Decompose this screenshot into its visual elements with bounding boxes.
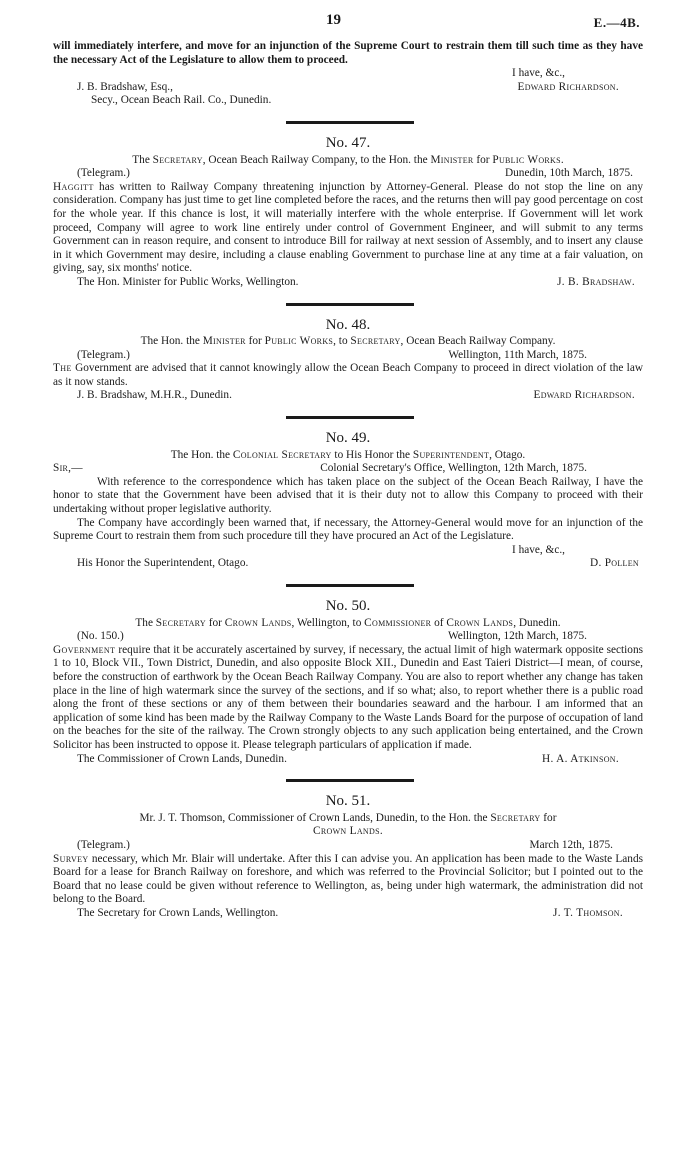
section-rule [286, 584, 414, 587]
letter-number: No. 49. [325, 430, 371, 447]
heading-text: , to [333, 335, 351, 348]
heading-text: The Hon. the [140, 335, 203, 348]
heading-smallcaps: Secretary [490, 811, 541, 824]
signature: Edward Richardson. [517, 80, 619, 93]
letter-50 [0, 600, 700, 766]
dateline-right: March 12th, 1875. [529, 838, 613, 851]
signature: D. Pollen [589, 557, 639, 570]
heading-smallcaps: Public Works [264, 335, 334, 348]
lead-word: Survey [53, 852, 89, 865]
addressee: The Secretary for Crown Lands, Wellington. [77, 906, 279, 919]
signoff-row [53, 81, 643, 95]
signature: Edward Richardson. [533, 389, 635, 402]
letter-body [53, 853, 643, 907]
paragraph-1: With reference to the correspondence which has taken place on the subject of the Ocean Beach Railway, I have the honor to state that the Government have been advised that it is their duty not to allow this Company to proceed with their undertaking without proper legislative authority. [53, 475, 643, 516]
lead-word: Government [53, 643, 116, 656]
dateline [53, 630, 643, 644]
section-rule [286, 121, 414, 124]
heading-text: The Hon. the [170, 448, 233, 461]
letter-48 [0, 316, 700, 404]
heading-text: , Wellington, to [291, 616, 365, 629]
page-header [0, 0, 700, 30]
letter-47 [0, 134, 700, 290]
heading-text: for [540, 811, 557, 824]
continuation-body: will immediately interfere, and move for an injunction of the Supreme Court to restrain them till such time as they have the necessary Act of the Legislature to allow them to proceed. [53, 40, 643, 66]
heading-text: for [245, 335, 265, 348]
heading-smallcaps: Secretary [350, 335, 401, 348]
salutation: Sir,— [53, 462, 83, 475]
body-text: Government are advised that it cannot knowingly allow the Ocean Beach Company to proceed in direct violation of the law as it now stands. [53, 362, 643, 388]
addressee: The Commissioner of Crown Lands, Dunedin. [77, 752, 287, 765]
letter-51 [0, 795, 700, 920]
letter-heading [53, 154, 643, 168]
heading-text: , Ocean Beach Railway Company. [400, 335, 556, 348]
dateline-left: (Telegram.) [77, 348, 130, 361]
dateline-right: Wellington, 11th March, 1875. [448, 348, 587, 361]
letter-46-continuation [0, 40, 700, 108]
heading-smallcaps: Crown Lands [446, 616, 514, 629]
heading-smallcaps: Secretary [152, 153, 203, 166]
signoff-row [53, 753, 643, 767]
page-number: 19 [326, 12, 341, 28]
letter-heading [53, 335, 643, 349]
dateline [53, 349, 643, 363]
letter-heading [53, 449, 643, 463]
dateline [53, 167, 643, 181]
heading-smallcaps: Secretary [155, 616, 206, 629]
letter-number: No. 50. [325, 598, 371, 614]
dateline [53, 839, 643, 853]
heading-smallcaps: Superintendent [412, 448, 490, 461]
letter-number: No. 48. [325, 316, 371, 333]
heading-text: of [431, 616, 447, 629]
heading-smallcaps: Minister [202, 335, 246, 348]
signoff-row [53, 557, 643, 571]
heading-smallcaps: Public Works [492, 153, 561, 166]
letter-number: No. 47. [325, 134, 371, 151]
signoff-row [53, 276, 643, 290]
closing: I have, &c., [511, 67, 565, 80]
signature: J. T. Thomson. [553, 906, 623, 919]
letter-body [53, 362, 643, 389]
dateline-right: Colonial Secretary's Office, Wellington, 12th March, 1875. [320, 462, 587, 475]
heading-smallcaps: Minister [430, 153, 474, 166]
addressee: His Honor the Superintendent, Otago. [77, 557, 249, 570]
signature: J. B. Bradshaw. [557, 275, 635, 288]
dateline-right: Wellington, 12th March, 1875. [447, 630, 587, 643]
salutation-row [53, 462, 643, 476]
lead-word: The [53, 362, 72, 375]
signoff-row [53, 389, 643, 403]
addressee: J. B. Bradshaw, M.H.R., Dunedin. [77, 389, 232, 402]
heading-text: The [132, 153, 153, 166]
dateline-right: Dunedin, 10th March, 1875. [504, 167, 633, 180]
signature: H. A. Atkinson. [542, 752, 619, 765]
signoff-row [53, 907, 643, 921]
body-text: require that it be accurately ascertained by survey, if necessary, the actual limit of high watermark opposite sections 1 to 10, Block VII., Town District, Dunedin, and also opposite Block XII., Dunedin and East Taieri District—I mean, of course, before the construction of earthwork by the Ocean Beach Railway Company. You are also to report whether any change has taken place in the line of high watermark since the survey of the sections, and if so what; also, to report whether there is a public road along the front of these sections or any of them between their boundaries seaward and the harbour. I am informed that an application of some kind has been made by the Railway Company to the Waste Lands Board for the purpose of occupation of land on the beaches for the site of the railway. The Crown strongly objects to any such application being entertained, and the Crown Solicitor has been instructed to oppose it. Please telegraph particulars of application if made. [53, 643, 643, 751]
heading-text: to His Honor the [331, 448, 413, 461]
paragraph-2: The Company have accordingly been warned that, if necessary, the Attorney-General would move for an injunction of the Supreme Court to restrain them from such procedure till they have procured an Act of the Legislature. [53, 516, 643, 543]
lead-word: Haggitt [53, 180, 94, 193]
heading-text: , Ocean Beach Railway Company, to the Hon. the [202, 153, 431, 166]
section-rule [286, 303, 414, 306]
letter-body [53, 644, 643, 753]
section-rule [286, 779, 414, 782]
letter-number: No. 51. [325, 793, 371, 810]
heading-smallcaps: Crown Lands [224, 616, 292, 629]
heading-text: for [205, 616, 225, 629]
letter-heading [53, 812, 643, 826]
dateline-left: (Telegram.) [77, 167, 130, 180]
addressee-line2: Secy., Ocean Beach Rail. Co., Dunedin. [91, 94, 272, 107]
addressee: The Hon. Minister for Public Works, Wellington. [77, 275, 299, 288]
heading-text: Mr. J. T. Thomson, Commissioner of Crown Lands, Dunedin, to the Hon. the [139, 811, 491, 824]
document-reference: E.—4B. [593, 15, 640, 30]
body-text: has written to Railway Company threatening injunction by Attorney-General. Please do not stop the line on any consideration. Company has just time to get line completed before the races, and the returns then will pay good percentage on cost for the whole year. If this chance is lost, it will materially interfere with the whole enterprise. If Government will let work proceed, Company will agree to work line entirely under control of Government Engineer, and will submit to any terms Government can in reason require, and consent to introduce Bill for railway at next session of Assembly, and to insert any clause in it which Government may desire, including a clause enabling Government to purchase line at any time at a fair valuation, on giving, say, six months' notice. [53, 180, 643, 275]
heading-smallcaps: Commissioner [364, 616, 432, 629]
heading-text: , Otago. [489, 448, 526, 461]
letter-heading [53, 617, 643, 631]
heading-text: , Dunedin. [513, 616, 561, 629]
section-rule [286, 416, 414, 419]
letter-49 [0, 432, 700, 571]
addressee: J. B. Bradshaw, Esq., [77, 80, 173, 93]
dateline-left: (No. 150.) [77, 630, 124, 643]
body-text: necessary, which Mr. Blair will undertake. After this I can advise you. An application has been made to the Waste Lands Board for a lease for Branch Railway on foreshore, and which was referred to the Provincial Solicitor; but I pointed out to the Board that no lease could be given without reference to Wellington, as, being under high watermark, the administration did not belong to the Board. [53, 852, 643, 906]
dateline-left: (Telegram.) [77, 838, 130, 851]
heading-text: The [135, 616, 156, 629]
heading-text: for [473, 153, 493, 166]
letter-heading-line2: Crown Lands. [313, 825, 383, 838]
closing: I have, &c., [511, 543, 565, 556]
letter-body [53, 181, 643, 276]
heading-smallcaps: Colonial Secretary [232, 448, 332, 461]
heading-text: . [560, 153, 564, 166]
